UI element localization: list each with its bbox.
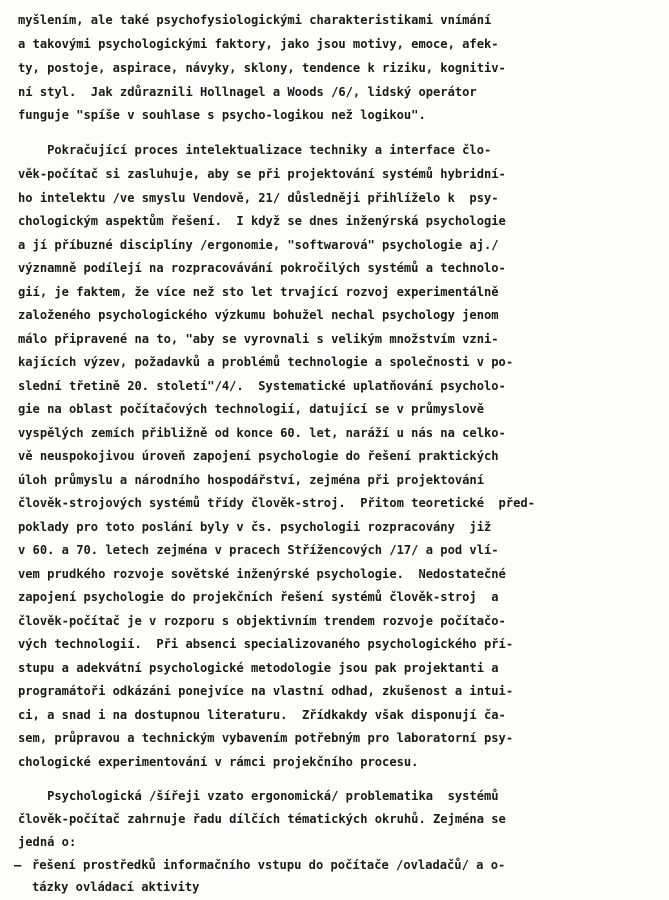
paragraph-2-line-15: úloh průmyslu a národního hospodářství, zejména při projektování: [18, 473, 484, 487]
paragraph-2-line-27: chologické experimentování v rámci projekčního procesu.: [18, 755, 419, 769]
paragraph-3-line-1: Psychologická /šířeji vzato ergonomická/ problematika systémů: [18, 789, 499, 803]
paragraph-3-line-2: člověk-počítač zahrnuje řadu dílčích tématických okruhů. Zejména se: [18, 812, 506, 826]
paragraph-2-line-13: vyspělých zemích přibližně od konce 60. let, naráží u nás na celko-: [18, 426, 506, 440]
paragraph-2-line-19: vem prudkého rozvoje sovětské inženýrské psychologie. Nedostatečné: [18, 567, 506, 581]
paragraph-2-line-20: zapojení psychologie do projekčních řešení systémů člověk-stroj a: [18, 590, 499, 604]
paragraph-2-line-16: člověk-strojových systémů třídy člověk-stroj. Přitom teoretické před-: [18, 496, 535, 510]
paragraph-2-line-26: sem, průpravou a technickým vybavením potřebným pro laboratorní psy-: [18, 731, 514, 745]
paragraph-2-line-9: málo připravené na to, "aby se vyrovnali s velikým množstvím vzni-: [18, 332, 499, 346]
paragraph-2-line-21: člověk-počítač je v rozporu s objektivním trendem rozvoje počítačo-: [18, 614, 506, 628]
list-item-1-line-1: řešení prostředků informačního vstupu do počítače /ovladačů/ a o-: [32, 858, 506, 872]
paragraph-2-line-22: vých technologií. Při absenci specializovaného psychologického pří-: [18, 637, 514, 651]
paragraph-1-line-4: ní styl. Jak zdůraznili Hollnagel a Woods /6/, lidský operátor: [18, 85, 477, 99]
paragraph-2-line-25: ci, a snad i na dostupnou literaturu. Zřídkakdy však disponují ča-: [18, 708, 506, 722]
paragraph-2-line-10: kajících výzev, požadavků a problémů technologie a společnosti v po-: [18, 355, 514, 369]
paragraph-2-line-24: programátoři odkázáni ponejvíce na vlastní odhad, zkušenost a intui-: [18, 684, 514, 698]
paragraph-2-line-3: ho intelektu /ve smyslu Vendově, 21/ důsledněji přihlíželo k psy-: [18, 191, 499, 205]
paragraph-2-line-12: gie na oblast počítačových technologií, datující se v průmyslově: [18, 402, 484, 416]
paragraph-2-line-8: založeného psychologického výzkumu bohužel nechal psychology jenom: [18, 308, 499, 322]
paragraph-3-line-3: jedná o:: [18, 835, 77, 849]
paragraph-2-line-7: gií, je faktem, že více než sto let trvající rozvoj experimentálně: [18, 285, 499, 299]
paragraph-2-line-17: poklady pro toto poslání byly v čs. psychologii rozpracovány již: [18, 520, 492, 534]
list-item-1-line-2: tázky ovládací aktivity: [32, 880, 200, 894]
paragraph-2-line-1: Pokračující proces intelektualizace techniky a interface člo-: [18, 143, 492, 157]
paragraph-2-line-2: věk-počítač si zasluhuje, aby se při projektování systémů hybridní-: [18, 167, 506, 181]
paragraph-2-line-5: a jí příbuzné disciplíny /ergonomie, "softwarová" psychologie aj./: [18, 238, 499, 252]
paragraph-1-line-3: ty, postoje, aspirace, návyky, sklony, tendence k riziku, kognitiv-: [18, 61, 506, 75]
paragraph-2-line-14: vě neuspokojivou úroveň zapojení psychologie do řešení praktických: [18, 449, 499, 463]
paragraph-2-line-4: chologickým aspektům řešení. I když se dnes inženýrská psychologie: [18, 214, 506, 228]
paragraph-2-line-11: slední třetině 20. století"/4/. Systematické uplatňování psycholo-: [18, 379, 506, 393]
paragraph-2-line-18: v 60. a 70. letech zejména v pracech Střížencových /17/ a pod vlí-: [18, 543, 499, 557]
paragraph-2-line-6: významně podílejí na rozpracovávání pokročilých systémů a technolo-: [18, 261, 506, 275]
list-item-1-bullet: –: [14, 858, 22, 872]
paragraph-1-line-2: a takovými psychologickými faktory, jako jsou motivy, emoce, afek-: [18, 37, 499, 51]
paragraph-2-line-23: stupu a adekvátní psychologické metodologie jsou pak projektanti a: [18, 661, 499, 675]
paragraph-1-line-1: myšlením, ale také psychofysiologickými charakteristikami vnímání: [18, 13, 492, 27]
paragraph-1-line-5: funguje "spíše v souhlase s psycho-logikou než logikou".: [18, 108, 426, 122]
